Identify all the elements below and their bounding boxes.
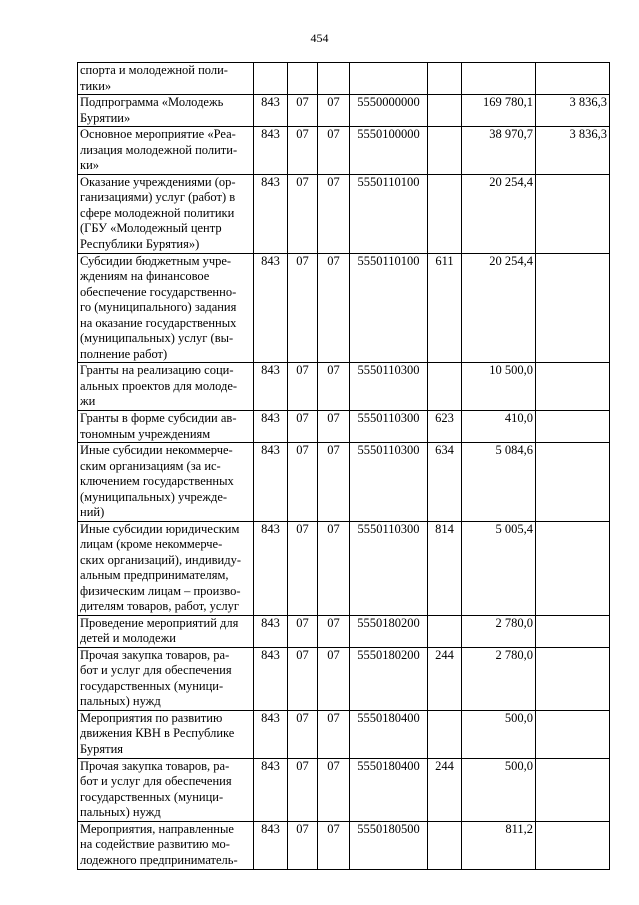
row-vr	[428, 127, 462, 175]
row-pr: 07	[318, 443, 350, 522]
row-pr	[318, 63, 350, 95]
row-ved: 843	[254, 253, 288, 363]
row-name: Гранты в форме субсидии ав- тономным учреждениям	[78, 411, 254, 443]
row-pr: 07	[318, 127, 350, 175]
row-name: Прочая закупка товаров, ра- бот и услуг для обеспечения государственных (муници- пальных) нужд	[78, 758, 254, 821]
table-row	[78, 521, 610, 615]
row-vr: 623	[428, 411, 462, 443]
row-ved: 843	[254, 710, 288, 758]
row-sum1: 169 780,1	[462, 95, 536, 127]
row-rz	[288, 63, 318, 95]
table-row	[78, 443, 610, 522]
table-body	[78, 63, 610, 870]
row-sum1	[462, 63, 536, 95]
row-pr: 07	[318, 411, 350, 443]
row-sum1: 5 005,4	[462, 521, 536, 615]
row-sum2	[536, 521, 610, 615]
row-csr: 5550180200	[350, 647, 428, 710]
row-sum2: 3 836,3	[536, 127, 610, 175]
row-vr: 634	[428, 443, 462, 522]
row-sum2	[536, 821, 610, 869]
row-pr: 07	[318, 521, 350, 615]
row-vr: 244	[428, 647, 462, 710]
row-sum2: 3 836,3	[536, 95, 610, 127]
row-pr: 07	[318, 253, 350, 363]
page-number: 454	[310, 31, 329, 45]
row-pr: 07	[318, 821, 350, 869]
row-name: Оказание учреждениями (ор- ганизациями) услуг (работ) в сфере молодежной политики (ГБУ «Молодежный центр Республики Бурятия»)	[78, 174, 254, 253]
row-vr	[428, 63, 462, 95]
row-sum1: 20 254,4	[462, 174, 536, 253]
row-sum1: 5 084,6	[462, 443, 536, 522]
row-sum2	[536, 647, 610, 710]
row-rz: 07	[288, 95, 318, 127]
row-sum2	[536, 411, 610, 443]
row-ved: 843	[254, 95, 288, 127]
row-vr	[428, 615, 462, 647]
row-csr: 5550180400	[350, 758, 428, 821]
row-vr: 814	[428, 521, 462, 615]
table-row	[78, 95, 610, 127]
row-csr: 5550180200	[350, 615, 428, 647]
row-rz: 07	[288, 443, 318, 522]
row-csr: 5550180500	[350, 821, 428, 869]
row-pr: 07	[318, 615, 350, 647]
row-name: Подпрограмма «Молодежь Бурятии»	[78, 95, 254, 127]
row-ved: 843	[254, 647, 288, 710]
row-ved: 843	[254, 411, 288, 443]
row-pr: 07	[318, 710, 350, 758]
row-name: Субсидии бюджетным учре- ждениям на финансовое обеспечение государственно- го (муниципального) задания на оказание государственных (муниципальных) услуг (вы- полнение работ)	[78, 253, 254, 363]
row-name: Мероприятия, направленные на содействие развитию мо- лодежного предприниматель-	[78, 821, 254, 869]
table-row	[78, 821, 610, 869]
budget-table	[77, 62, 610, 870]
row-csr: 5550110300	[350, 443, 428, 522]
row-sum2	[536, 443, 610, 522]
row-sum2	[536, 253, 610, 363]
row-sum1: 811,2	[462, 821, 536, 869]
row-csr	[350, 63, 428, 95]
row-csr: 5550000000	[350, 95, 428, 127]
table-row	[78, 411, 610, 443]
row-ved: 843	[254, 758, 288, 821]
row-name: Проведение мероприятий для детей и молодежи	[78, 615, 254, 647]
row-vr	[428, 710, 462, 758]
row-name: Основное мероприятие «Реа- лизация молодежной полити- ки»	[78, 127, 254, 175]
row-sum1: 500,0	[462, 758, 536, 821]
row-pr: 07	[318, 647, 350, 710]
row-name: Прочая закупка товаров, ра- бот и услуг для обеспечения государственных (муници- пальных) нужд	[78, 647, 254, 710]
row-sum2	[536, 63, 610, 95]
row-vr	[428, 95, 462, 127]
row-name: Мероприятия по развитию движения КВН в Республике Бурятия	[78, 710, 254, 758]
row-vr	[428, 363, 462, 411]
row-sum1: 2 780,0	[462, 615, 536, 647]
row-name: Иные субсидии некоммерче- ским организациям (за ис- ключением государственных (муниципальных) учрежде- ний)	[78, 443, 254, 522]
table-row	[78, 363, 610, 411]
row-vr	[428, 174, 462, 253]
row-name: Иные субсидии юридическим лицам (кроме некоммерче- ских организаций), индивиду- альным предпринимателям, физическим лицам – произво- дителям товаров, работ, услуг	[78, 521, 254, 615]
table-row	[78, 647, 610, 710]
row-pr: 07	[318, 95, 350, 127]
row-ved: 843	[254, 521, 288, 615]
table-row	[78, 253, 610, 363]
table-row	[78, 127, 610, 175]
table-row	[78, 615, 610, 647]
row-name: Гранты на реализацию соци- альных проектов для молоде- жи	[78, 363, 254, 411]
row-csr: 5550100000	[350, 127, 428, 175]
row-ved	[254, 63, 288, 95]
table-row	[78, 758, 610, 821]
row-sum2	[536, 363, 610, 411]
row-rz: 07	[288, 127, 318, 175]
table-row	[78, 63, 610, 95]
row-rz: 07	[288, 758, 318, 821]
row-sum1: 20 254,4	[462, 253, 536, 363]
row-name: спорта и молодежной поли- тики»	[78, 63, 254, 95]
row-rz: 07	[288, 821, 318, 869]
row-pr: 07	[318, 758, 350, 821]
row-pr: 07	[318, 174, 350, 253]
row-rz: 07	[288, 615, 318, 647]
row-sum2	[536, 758, 610, 821]
row-vr: 244	[428, 758, 462, 821]
row-csr: 5550180400	[350, 710, 428, 758]
row-sum1: 500,0	[462, 710, 536, 758]
row-rz: 07	[288, 647, 318, 710]
row-ved: 843	[254, 127, 288, 175]
row-rz: 07	[288, 363, 318, 411]
row-rz: 07	[288, 521, 318, 615]
row-vr	[428, 821, 462, 869]
row-csr: 5550110100	[350, 253, 428, 363]
row-sum1: 2 780,0	[462, 647, 536, 710]
row-ved: 843	[254, 821, 288, 869]
table-row	[78, 710, 610, 758]
row-ved: 843	[254, 363, 288, 411]
row-csr: 5550110300	[350, 411, 428, 443]
row-csr: 5550110300	[350, 363, 428, 411]
row-sum1: 10 500,0	[462, 363, 536, 411]
row-csr: 5550110300	[350, 521, 428, 615]
row-rz: 07	[288, 710, 318, 758]
row-ved: 843	[254, 174, 288, 253]
row-sum1: 410,0	[462, 411, 536, 443]
row-vr: 611	[428, 253, 462, 363]
table-row	[78, 174, 610, 253]
row-sum2	[536, 710, 610, 758]
row-rz: 07	[288, 253, 318, 363]
row-ved: 843	[254, 443, 288, 522]
row-sum2	[536, 615, 610, 647]
row-ved: 843	[254, 615, 288, 647]
row-pr: 07	[318, 363, 350, 411]
row-rz: 07	[288, 411, 318, 443]
row-sum2	[536, 174, 610, 253]
row-sum1: 38 970,7	[462, 127, 536, 175]
row-rz: 07	[288, 174, 318, 253]
row-csr: 5550110100	[350, 174, 428, 253]
